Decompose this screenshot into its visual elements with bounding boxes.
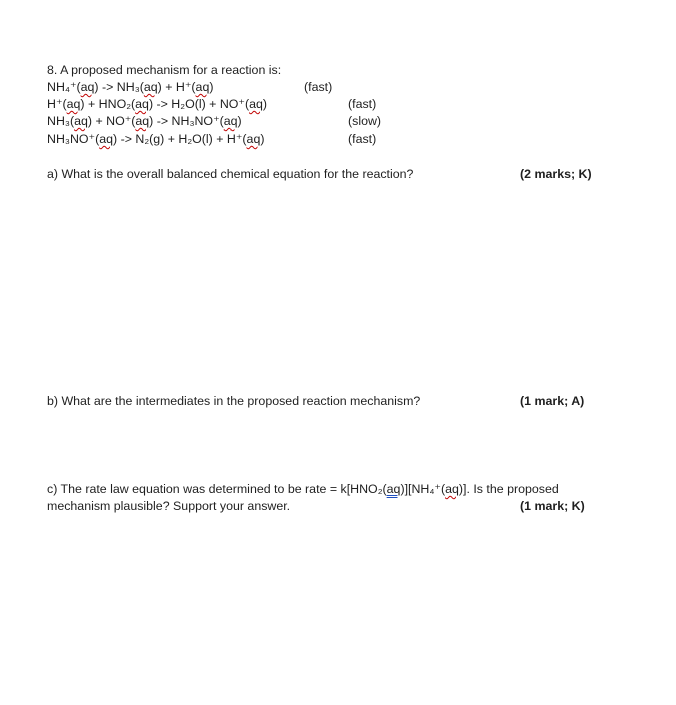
part-c-marks: (1 mark; K) bbox=[520, 499, 585, 513]
mechanism-step-4: NH₃NO⁺(aq) -> N₂(g) + H₂O(l) + H⁺(aq) bbox=[47, 132, 265, 146]
mechanism-step-1: NH₄⁺(aq) -> NH₃(aq) + H⁺(aq) bbox=[47, 80, 214, 94]
question-title: 8. A proposed mechanism for a reaction is: bbox=[47, 63, 282, 77]
part-b-marks: (1 mark; A) bbox=[520, 394, 585, 408]
part-a-question: a) What is the overall balanced chemical equation for the reaction? bbox=[47, 167, 414, 181]
part-a-marks: (2 marks; K) bbox=[520, 167, 592, 181]
mechanism-step-3: NH₃(aq) + NO⁺(aq) -> NH₃NO⁺(aq) bbox=[47, 114, 242, 128]
part-b-question: b) What are the intermediates in the proposed reaction mechanism? bbox=[47, 394, 421, 408]
part-c-question-line-2: mechanism plausible? Support your answer. bbox=[47, 499, 291, 513]
step-4-rate: (fast) bbox=[348, 132, 377, 146]
part-c-question-line-1: c) The rate law equation was determined to be rate = k[HNO₂(aq)][NH₄⁺(aq)]. Is the proposed bbox=[47, 482, 559, 496]
step-3-rate: (slow) bbox=[348, 114, 382, 128]
mechanism-step-2: H⁺(aq) + HNO₂(aq) -> H₂O(l) + NO⁺(aq) bbox=[47, 97, 268, 111]
step-1-rate: (fast) bbox=[304, 80, 333, 94]
step-2-rate: (fast) bbox=[348, 97, 377, 111]
